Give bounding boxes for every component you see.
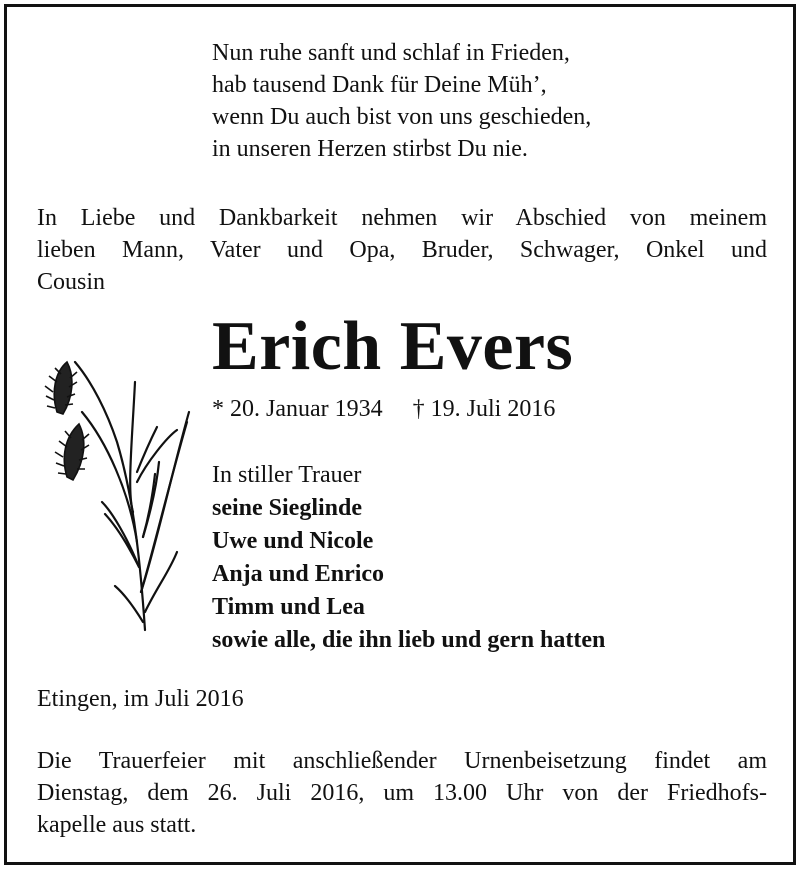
- place-date: Etingen, im Juli 2016: [37, 686, 244, 712]
- funeral-info: [37, 745, 767, 841]
- mourner-name: Anja und Enrico: [212, 561, 385, 587]
- mourner-name: sowie alle, die ihn lieb und gern hatten: [212, 627, 606, 653]
- intro-line: lieben Mann, Vater und Opa, Bruder, Schwager, Onkel und: [37, 237, 767, 263]
- death-date: † 19. Juli 2016: [412, 396, 556, 422]
- wheat-ears-icon: [37, 342, 207, 632]
- mourner-name: Uwe und Nicole: [212, 528, 374, 554]
- obituary-frame: [4, 4, 796, 865]
- birth-date: * 20. Januar 1934: [212, 396, 383, 422]
- funeral-line: Die Trauerfeier mit anschließender Urnenbeisetzung findet am: [37, 748, 767, 774]
- poem-line: Nun ruhe sanft und schlaf in Frieden,: [212, 40, 570, 66]
- intro-line: Cousin: [37, 269, 106, 295]
- funeral-line: kapelle aus statt.: [37, 812, 197, 838]
- life-dates: [212, 393, 555, 425]
- poem: [212, 37, 591, 165]
- intro-text: [37, 202, 767, 298]
- mourners-heading: In stiller Trauer: [212, 462, 362, 488]
- poem-line: in unseren Herzen stirbst Du nie.: [212, 136, 528, 162]
- intro-line: In Liebe und Dankbarkeit nehmen wir Abschied von meinem: [37, 205, 767, 231]
- poem-line: wenn Du auch bist von uns geschieden,: [212, 104, 592, 130]
- mourner-name: seine Sieglinde: [212, 495, 363, 521]
- mourner-name: Timm und Lea: [212, 594, 365, 620]
- poem-line: hab tausend Dank für Deine Müh’,: [212, 72, 547, 98]
- funeral-line: Dienstag, dem 26. Juli 2016, um 13.00 Uhr von der Friedhofs-: [37, 780, 767, 806]
- mourners-block: [212, 459, 605, 657]
- deceased-name: Erich Evers: [212, 308, 574, 385]
